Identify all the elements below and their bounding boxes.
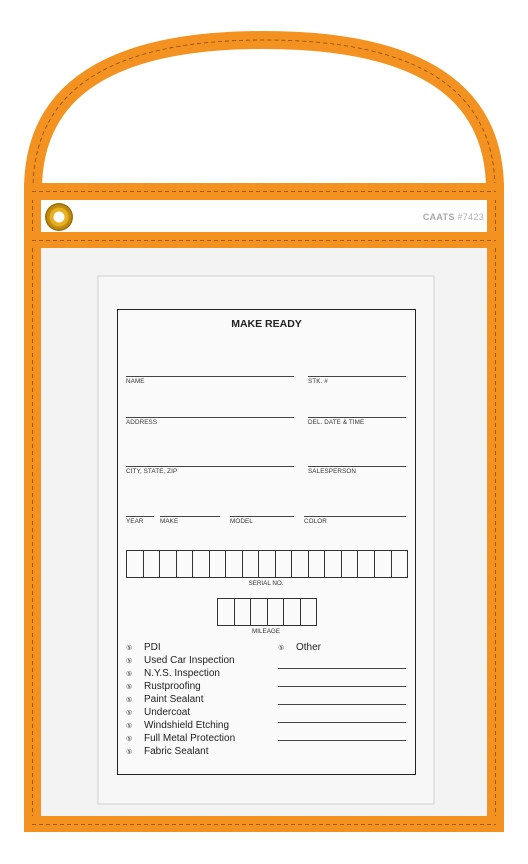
checklist-label: PDI bbox=[144, 642, 161, 653]
other-label: Other bbox=[296, 642, 322, 653]
other-write-line[interactable] bbox=[278, 704, 406, 705]
brand-name: CAATS bbox=[422, 212, 455, 222]
salesperson-label: SALESPERSON bbox=[308, 468, 356, 475]
digit-box[interactable] bbox=[325, 551, 342, 577]
digit-box[interactable] bbox=[235, 599, 252, 625]
other-write-line[interactable] bbox=[278, 740, 406, 741]
digit-box[interactable] bbox=[177, 551, 194, 577]
checklist-item[interactable] bbox=[126, 668, 220, 679]
checklist-label: Undercoat bbox=[144, 707, 191, 718]
checklist-item[interactable] bbox=[126, 642, 161, 653]
name-label: NAME bbox=[126, 378, 145, 385]
digit-box[interactable] bbox=[392, 551, 408, 577]
other-item[interactable] bbox=[278, 642, 321, 653]
digit-box[interactable] bbox=[276, 551, 293, 577]
address-label: ADDRESS bbox=[126, 419, 158, 426]
digit-box[interactable] bbox=[251, 599, 268, 625]
make-ready-card bbox=[117, 309, 416, 775]
digit-box[interactable] bbox=[301, 599, 317, 625]
checklist-label: Paint Sealant bbox=[144, 694, 204, 705]
other-write-line[interactable] bbox=[278, 686, 406, 687]
checklist-label: N.Y.S. Inspection bbox=[144, 668, 220, 679]
checklist-label: Full Metal Protection bbox=[144, 733, 236, 744]
delivery-label: DEL. DATE & TIME bbox=[308, 419, 365, 426]
checklist-label: Rustproofing bbox=[144, 681, 201, 692]
digit-box[interactable] bbox=[127, 551, 144, 577]
stock-label: STK. # bbox=[308, 378, 328, 385]
digit-box[interactable] bbox=[358, 551, 375, 577]
handle-arch bbox=[33, 40, 495, 190]
option-bullet-icon: ⑤ bbox=[126, 696, 133, 704]
digit-box[interactable] bbox=[193, 551, 210, 577]
digit-box[interactable] bbox=[284, 599, 301, 625]
checklist-item[interactable] bbox=[126, 681, 201, 692]
digit-box[interactable] bbox=[268, 599, 285, 625]
option-bullet-icon: ⑤ bbox=[126, 657, 133, 665]
digit-box[interactable] bbox=[259, 551, 276, 577]
make-label: MAKE bbox=[160, 518, 179, 525]
city-label: CITY, STATE, ZIP bbox=[126, 468, 178, 475]
digit-box[interactable] bbox=[160, 551, 177, 577]
color-label: COLOR bbox=[304, 518, 327, 525]
digit-box[interactable] bbox=[243, 551, 260, 577]
city-line[interactable] bbox=[126, 466, 294, 467]
address-line[interactable] bbox=[126, 417, 294, 418]
digit-box[interactable] bbox=[309, 551, 326, 577]
digit-box[interactable] bbox=[375, 551, 392, 577]
checklist-label: Fabric Sealant bbox=[144, 746, 209, 757]
header-strip bbox=[41, 200, 487, 232]
year-label: YEAR bbox=[126, 518, 144, 525]
digit-box[interactable] bbox=[144, 551, 161, 577]
checklist-item[interactable] bbox=[126, 694, 204, 705]
stock-line[interactable] bbox=[308, 376, 406, 377]
digit-box[interactable] bbox=[342, 551, 359, 577]
checklist-item[interactable] bbox=[126, 655, 235, 666]
digit-box[interactable] bbox=[226, 551, 243, 577]
option-bullet-icon: ⑤ bbox=[126, 748, 133, 756]
brand-code: #7423 bbox=[457, 212, 484, 222]
option-bullet-icon: ⑤ bbox=[126, 670, 133, 678]
mileage-label: MILEAGE bbox=[252, 628, 280, 635]
digit-box[interactable] bbox=[218, 599, 235, 625]
checklist-label: Windshield Etching bbox=[144, 720, 230, 731]
delivery-line[interactable] bbox=[308, 417, 406, 418]
serial-label: SERIAL NO. bbox=[248, 580, 284, 587]
other-write-line[interactable] bbox=[278, 668, 406, 669]
form-title: MAKE READY bbox=[231, 318, 302, 330]
serial-number-boxes[interactable] bbox=[126, 550, 408, 578]
name-line[interactable] bbox=[126, 376, 294, 377]
header-band bbox=[24, 232, 504, 248]
option-bullet-icon: ⑤ bbox=[126, 735, 133, 743]
digit-box[interactable] bbox=[292, 551, 309, 577]
option-bullet-icon: ⑤ bbox=[126, 709, 133, 717]
bottom-band bbox=[24, 816, 504, 832]
checklist-item[interactable] bbox=[126, 707, 190, 718]
year-line[interactable] bbox=[126, 516, 154, 517]
checklist-item[interactable] bbox=[126, 720, 229, 731]
color-line[interactable] bbox=[304, 516, 406, 517]
brand-mark bbox=[423, 212, 484, 222]
grommet-hole bbox=[45, 203, 73, 231]
make-line[interactable] bbox=[160, 516, 220, 517]
option-bullet-icon: ⑤ bbox=[126, 644, 133, 652]
salesperson-line[interactable] bbox=[308, 466, 406, 467]
checklist-label: Used Car Inspection bbox=[144, 655, 235, 666]
option-bullet-icon: ⑤ bbox=[126, 722, 133, 730]
digit-box[interactable] bbox=[210, 551, 227, 577]
model-label: MODEL bbox=[230, 518, 253, 525]
option-bullet-icon: ⑤ bbox=[126, 683, 133, 691]
model-line[interactable] bbox=[230, 516, 294, 517]
checklist-item[interactable] bbox=[126, 746, 208, 757]
other-write-line[interactable] bbox=[278, 722, 406, 723]
checklist-item[interactable] bbox=[126, 733, 235, 744]
option-bullet-icon: ⑤ bbox=[278, 644, 285, 652]
mileage-boxes[interactable] bbox=[217, 598, 317, 626]
